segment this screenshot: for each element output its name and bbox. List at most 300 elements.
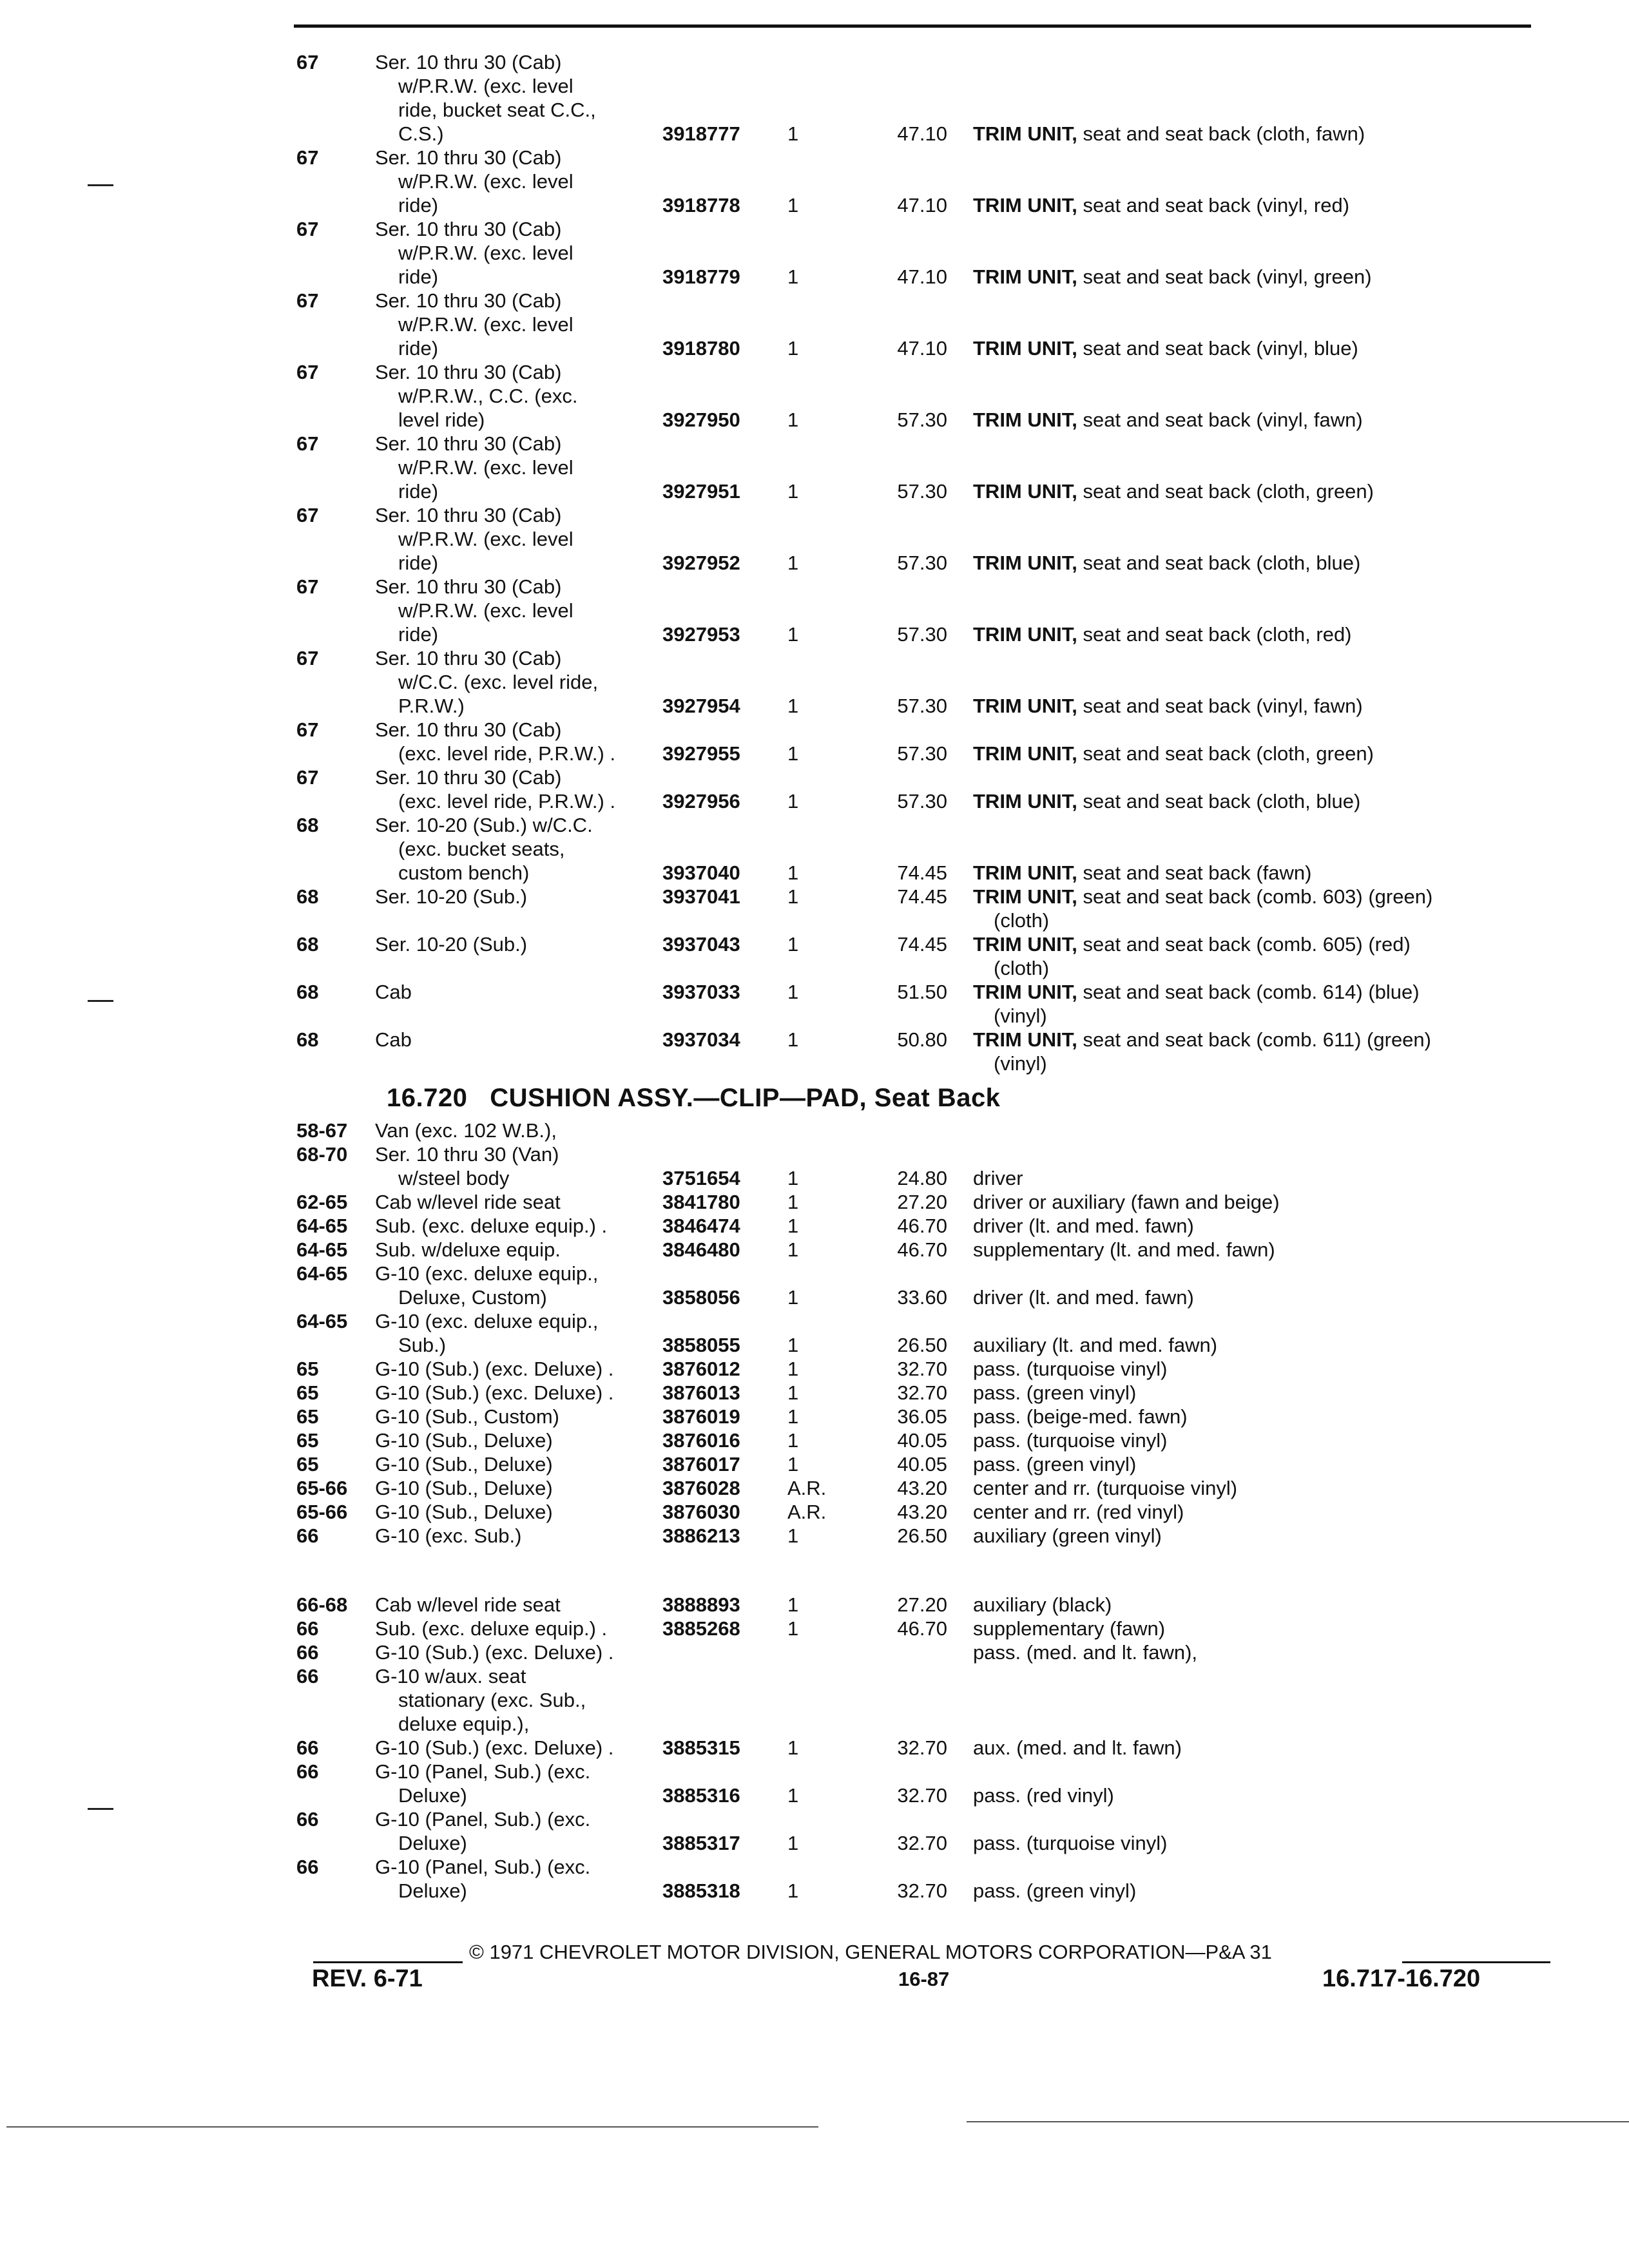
model-year: 66 xyxy=(296,1665,319,1687)
description-line xyxy=(973,742,1374,766)
model-line: G-10 (Sub.) (exc. Deluxe) . xyxy=(375,1736,614,1759)
model-line: Ser. 10 thru 30 (Cab) xyxy=(375,575,562,598)
model-year: 68 xyxy=(296,933,319,956)
part-description: supplementary (fawn) xyxy=(973,1617,1166,1640)
part-description: driver (lt. and med. fawn) xyxy=(973,1215,1194,1237)
margin-mark xyxy=(88,184,113,186)
quantity: 1 xyxy=(787,885,799,908)
description-text: seat and seat back (cloth, green) xyxy=(1083,480,1374,503)
part-number: 3937043 xyxy=(662,933,740,956)
part-title: TRIM UNIT, xyxy=(973,885,1077,908)
part-number: 3885317 xyxy=(662,1832,740,1854)
description-text: seat and seat back (cloth, blue) xyxy=(1083,790,1361,812)
quantity: 1 xyxy=(787,1879,799,1902)
list-price: 27.20 xyxy=(897,1191,947,1213)
model-line: G-10 (Sub., Custom) xyxy=(375,1405,559,1428)
model-line: Ser. 10 thru 30 (Cab) xyxy=(375,504,562,526)
description-line: (vinyl) xyxy=(994,1004,1047,1027)
part-title: TRIM UNIT, xyxy=(973,742,1077,765)
list-price: 26.50 xyxy=(897,1524,947,1547)
part-number: 3937041 xyxy=(662,885,740,908)
model-line: ride, bucket seat C.C., xyxy=(398,99,596,121)
list-price: 36.05 xyxy=(897,1405,947,1428)
margin-mark xyxy=(88,1808,113,1810)
footer-rule-right xyxy=(1402,1961,1550,1963)
model-line: Ser. 10 thru 30 (Cab) xyxy=(375,51,562,73)
model-year: 67 xyxy=(296,361,319,383)
model-line: Sub. w/deluxe equip. xyxy=(375,1238,561,1261)
model-year: 67 xyxy=(296,718,319,741)
list-price: 32.70 xyxy=(897,1358,947,1380)
quantity: 1 xyxy=(787,1215,799,1237)
model-line: Ser. 10 thru 30 (Cab) xyxy=(375,432,562,455)
model-line: w/P.R.W. (exc. level xyxy=(398,456,574,479)
quantity: 1 xyxy=(787,122,799,145)
model-line: G-10 (Panel, Sub.) (exc. xyxy=(375,1760,591,1783)
model-line: Deluxe) xyxy=(398,1879,467,1902)
part-description: pass. (med. and lt. fawn), xyxy=(973,1641,1198,1664)
part-number: 3846480 xyxy=(662,1238,740,1261)
model-year: 67 xyxy=(296,432,319,455)
list-price: 47.10 xyxy=(897,194,947,216)
model-line: ride) xyxy=(398,265,439,288)
model-year: 64-65 xyxy=(296,1262,348,1285)
model-line: stationary (exc. Sub., xyxy=(398,1689,586,1711)
part-title: TRIM UNIT, xyxy=(973,861,1077,884)
bottom-edge-rule xyxy=(6,2126,818,2128)
part-number: 3885316 xyxy=(662,1784,740,1807)
part-number: 3886213 xyxy=(662,1524,740,1547)
model-line: Van (exc. 102 W.B.), xyxy=(375,1119,557,1142)
model-line: C.S.) xyxy=(398,122,444,145)
model-year: 67 xyxy=(296,289,319,312)
model-year: 66 xyxy=(296,1641,319,1664)
description-text: seat and seat back (cloth, red) xyxy=(1083,623,1352,646)
model-line: w/P.R.W., C.C. (exc. xyxy=(398,385,578,407)
model-line: Ser. 10 thru 30 (Cab) xyxy=(375,289,562,312)
description-line xyxy=(973,980,1420,1004)
quantity: 1 xyxy=(787,790,799,812)
model-year: 68 xyxy=(296,885,319,908)
model-year: 65 xyxy=(296,1381,319,1404)
part-number: 3876030 xyxy=(662,1501,740,1523)
quantity: 1 xyxy=(787,623,799,646)
model-year: 68 xyxy=(296,981,319,1003)
model-line: w/P.R.W. (exc. level xyxy=(398,242,574,264)
quantity: 1 xyxy=(787,265,799,288)
model-line: Deluxe, Custom) xyxy=(398,1286,547,1309)
model-year: 65 xyxy=(296,1405,319,1428)
model-line: Deluxe) xyxy=(398,1784,467,1807)
model-line: G-10 (Sub., Deluxe) xyxy=(375,1477,553,1499)
part-number: 3751654 xyxy=(662,1167,740,1189)
part-description: auxiliary (black) xyxy=(973,1593,1112,1616)
part-number: 3876016 xyxy=(662,1429,740,1452)
part-title: TRIM UNIT, xyxy=(973,1028,1077,1051)
model-year: 67 xyxy=(296,647,319,669)
description-line xyxy=(973,861,1311,885)
part-number: 3885318 xyxy=(662,1879,740,1902)
description-line xyxy=(973,551,1360,575)
model-line: ride) xyxy=(398,337,439,360)
part-title: TRIM UNIT, xyxy=(973,265,1077,288)
part-title: TRIM UNIT, xyxy=(973,552,1077,574)
description-line xyxy=(973,265,1372,289)
description-text: seat and seat back (vinyl, blue) xyxy=(1083,337,1358,360)
model-year: 67 xyxy=(296,51,319,73)
model-line: Sub.) xyxy=(398,1334,447,1356)
model-year: 65-66 xyxy=(296,1477,348,1499)
list-price: 43.20 xyxy=(897,1477,947,1499)
list-price: 47.10 xyxy=(897,337,947,360)
part-title: TRIM UNIT, xyxy=(973,933,1077,956)
list-price: 40.05 xyxy=(897,1429,947,1452)
part-number: 3918780 xyxy=(662,337,740,360)
description-line xyxy=(973,694,1363,718)
quantity: 1 xyxy=(787,1453,799,1475)
part-number: 3841780 xyxy=(662,1191,740,1213)
model-line: Ser. 10-20 (Sub.) w/C.C. xyxy=(375,814,593,836)
part-number: 3885268 xyxy=(662,1617,740,1640)
model-line: G-10 (Sub.) (exc. Deluxe) . xyxy=(375,1641,614,1664)
model-line: (exc. level ride, P.R.W.) . xyxy=(398,790,616,812)
part-number: 3858056 xyxy=(662,1286,740,1309)
description-line xyxy=(973,336,1358,361)
description-line xyxy=(973,622,1352,647)
part-title: TRIM UNIT, xyxy=(973,695,1077,717)
part-number: 3846474 xyxy=(662,1215,740,1237)
list-price: 57.30 xyxy=(897,623,947,646)
model-year: 65-66 xyxy=(296,1501,348,1523)
model-year: 58-67 xyxy=(296,1119,348,1142)
list-price: 57.30 xyxy=(897,790,947,812)
model-year: 65 xyxy=(296,1358,319,1380)
model-line: w/P.R.W. (exc. level xyxy=(398,313,574,336)
part-number: 3927954 xyxy=(662,695,740,717)
part-description: aux. (med. and lt. fawn) xyxy=(973,1736,1182,1759)
description-line xyxy=(973,932,1411,957)
part-title: TRIM UNIT, xyxy=(973,790,1077,812)
model-line: Ser. 10 thru 30 (Van) xyxy=(375,1143,559,1166)
list-price: 27.20 xyxy=(897,1593,947,1616)
quantity: A.R. xyxy=(787,1501,827,1523)
model-line: custom bench) xyxy=(398,861,530,884)
model-year: 68 xyxy=(296,814,319,836)
part-description: pass. (green vinyl) xyxy=(973,1381,1137,1404)
model-year: 62-65 xyxy=(296,1191,348,1213)
model-line: ride) xyxy=(398,480,439,503)
part-description: driver (lt. and med. fawn) xyxy=(973,1286,1194,1309)
quantity: 1 xyxy=(787,933,799,956)
model-line: w/steel body xyxy=(398,1167,510,1189)
part-number: 3927956 xyxy=(662,790,740,812)
quantity: 1 xyxy=(787,408,799,431)
model-line: G-10 (exc. Sub.) xyxy=(375,1524,522,1547)
list-price: 47.10 xyxy=(897,265,947,288)
description-line xyxy=(973,408,1363,432)
part-number: 3876028 xyxy=(662,1477,740,1499)
list-price: 57.30 xyxy=(897,480,947,503)
quantity: 1 xyxy=(787,1028,799,1051)
model-year: 67 xyxy=(296,575,319,598)
part-number: 3876012 xyxy=(662,1358,740,1380)
description-text: seat and seat back (cloth, green) xyxy=(1083,742,1374,765)
footer-rule-left xyxy=(313,1961,463,1963)
part-description: auxiliary (green vinyl) xyxy=(973,1524,1162,1547)
model-line: deluxe equip.), xyxy=(398,1713,530,1735)
quantity: 1 xyxy=(787,1191,799,1213)
description-text: seat and seat back (vinyl, fawn) xyxy=(1083,408,1363,431)
model-year: 68-70 xyxy=(296,1143,348,1166)
model-line: Cab w/level ride seat xyxy=(375,1593,561,1616)
list-price: 74.45 xyxy=(897,885,947,908)
list-price: 46.70 xyxy=(897,1215,947,1237)
description-line xyxy=(973,479,1374,504)
model-line: w/P.R.W. (exc. level xyxy=(398,599,574,622)
quantity: 1 xyxy=(787,1593,799,1616)
model-year: 66 xyxy=(296,1760,319,1783)
model-line: Sub. (exc. deluxe equip.) . xyxy=(375,1215,608,1237)
list-price: 43.20 xyxy=(897,1501,947,1523)
description-line xyxy=(973,1028,1431,1052)
list-price: 32.70 xyxy=(897,1784,947,1807)
model-line: ride) xyxy=(398,194,439,216)
list-price: 57.30 xyxy=(897,695,947,717)
model-year: 66-68 xyxy=(296,1593,348,1616)
list-price: 57.30 xyxy=(897,742,947,765)
quantity: 1 xyxy=(787,1736,799,1759)
quantity: 1 xyxy=(787,1358,799,1380)
part-description: driver xyxy=(973,1167,1023,1189)
model-line: G-10 w/aux. seat xyxy=(375,1665,526,1687)
model-line: Cab xyxy=(375,981,412,1003)
part-title: TRIM UNIT, xyxy=(973,408,1077,431)
description-text: seat and seat back (cloth, fawn) xyxy=(1083,122,1365,145)
list-price: 57.30 xyxy=(897,552,947,574)
quantity: 1 xyxy=(787,1238,799,1261)
model-line: G-10 (Sub., Deluxe) xyxy=(375,1501,553,1523)
part-description: center and rr. (red vinyl) xyxy=(973,1501,1184,1523)
part-description: supplementary (lt. and med. fawn) xyxy=(973,1238,1275,1261)
model-line: w/P.R.W. (exc. level xyxy=(398,75,574,97)
description-text: seat and seat back (fawn) xyxy=(1083,861,1312,884)
list-price: 26.50 xyxy=(897,1334,947,1356)
quantity: 1 xyxy=(787,1405,799,1428)
list-price: 32.70 xyxy=(897,1879,947,1902)
model-year: 66 xyxy=(296,1617,319,1640)
section-title: CUSHION ASSY.—CLIP—PAD, Seat Back xyxy=(490,1084,1001,1112)
description-line xyxy=(973,122,1365,146)
model-year: 68 xyxy=(296,1028,319,1051)
top-rule xyxy=(294,24,1531,28)
quantity: 1 xyxy=(787,1524,799,1547)
part-number: 3927952 xyxy=(662,552,740,574)
list-price: 51.50 xyxy=(897,981,947,1003)
quantity: A.R. xyxy=(787,1477,827,1499)
model-line: w/C.C. (exc. level ride, xyxy=(398,671,599,693)
quantity: 1 xyxy=(787,1832,799,1854)
model-year: 67 xyxy=(296,766,319,789)
part-number: 3876017 xyxy=(662,1453,740,1475)
model-year: 65 xyxy=(296,1429,319,1452)
model-line: Ser. 10 thru 30 (Cab) xyxy=(375,218,562,240)
description-line: (vinyl) xyxy=(994,1052,1047,1075)
description-line: (cloth) xyxy=(994,909,1050,932)
description-text: seat and seat back (vinyl, red) xyxy=(1083,194,1350,216)
description-text: seat and seat back (cloth, blue) xyxy=(1083,552,1361,574)
description-line xyxy=(973,885,1432,909)
part-number: 3927955 xyxy=(662,742,740,765)
description-line: (cloth) xyxy=(994,957,1050,979)
model-line: G-10 (Panel, Sub.) (exc. xyxy=(375,1808,591,1831)
quantity: 1 xyxy=(787,1286,799,1309)
model-year: 64-65 xyxy=(296,1238,348,1261)
description-line xyxy=(973,789,1360,814)
part-description: pass. (green vinyl) xyxy=(973,1879,1137,1902)
model-line: w/P.R.W. (exc. level xyxy=(398,528,574,550)
model-line: Ser. 10 thru 30 (Cab) xyxy=(375,766,562,789)
model-line: w/P.R.W. (exc. level xyxy=(398,170,574,193)
model-line: Ser. 10 thru 30 (Cab) xyxy=(375,647,562,669)
part-number: 3937040 xyxy=(662,861,740,884)
part-description: pass. (beige-med. fawn) xyxy=(973,1405,1188,1428)
description-text: seat and seat back (vinyl, green) xyxy=(1083,265,1372,288)
list-price: 32.70 xyxy=(897,1736,947,1759)
part-description: driver or auxiliary (fawn and beige) xyxy=(973,1191,1280,1213)
part-number: 3918779 xyxy=(662,265,740,288)
list-price: 50.80 xyxy=(897,1028,947,1051)
part-number: 3927950 xyxy=(662,408,740,431)
model-line: Ser. 10-20 (Sub.) xyxy=(375,885,528,908)
model-line: Sub. (exc. deluxe equip.) . xyxy=(375,1617,608,1640)
part-description: pass. (turquoise vinyl) xyxy=(973,1429,1168,1452)
part-title: TRIM UNIT, xyxy=(973,337,1077,360)
model-year: 67 xyxy=(296,218,319,240)
footer-revision: REV. 6-71 xyxy=(312,1965,423,1992)
part-number: 3937034 xyxy=(662,1028,740,1051)
list-price: 33.60 xyxy=(897,1286,947,1309)
model-year: 64-65 xyxy=(296,1215,348,1237)
model-line: Ser. 10-20 (Sub.) xyxy=(375,933,528,956)
model-year: 66 xyxy=(296,1736,319,1759)
model-line: Cab xyxy=(375,1028,412,1051)
model-year: 65 xyxy=(296,1453,319,1475)
model-line: ride) xyxy=(398,552,439,574)
margin-mark xyxy=(88,1000,113,1002)
part-number: 3858055 xyxy=(662,1334,740,1356)
quantity: 1 xyxy=(787,1334,799,1356)
model-line: (exc. level ride, P.R.W.) . xyxy=(398,742,616,765)
list-price: 74.45 xyxy=(897,861,947,884)
part-description: pass. (turquoise vinyl) xyxy=(973,1358,1168,1380)
part-number: 3927953 xyxy=(662,623,740,646)
description-text: seat and seat back (comb. 614) (blue) xyxy=(1083,981,1420,1003)
part-description: pass. (red vinyl) xyxy=(973,1784,1114,1807)
model-line: (exc. bucket seats, xyxy=(398,838,565,860)
part-number: 3937033 xyxy=(662,981,740,1003)
list-price: 24.80 xyxy=(897,1167,947,1189)
section-heading xyxy=(387,1084,1000,1113)
model-line: G-10 (Sub., Deluxe) xyxy=(375,1429,553,1452)
description-line xyxy=(973,193,1349,218)
quantity: 1 xyxy=(787,480,799,503)
model-year: 66 xyxy=(296,1856,319,1878)
part-title: TRIM UNIT, xyxy=(973,623,1077,646)
model-line: G-10 (Panel, Sub.) (exc. xyxy=(375,1856,591,1878)
model-year: 66 xyxy=(296,1524,319,1547)
description-text: seat and seat back (vinyl, fawn) xyxy=(1083,695,1363,717)
quantity: 1 xyxy=(787,981,799,1003)
part-number: 3918778 xyxy=(662,194,740,216)
list-price: 32.70 xyxy=(897,1381,947,1404)
part-description: pass. (turquoise vinyl) xyxy=(973,1832,1168,1854)
description-text: seat and seat back (comb. 605) (red) xyxy=(1083,933,1411,956)
model-year: 67 xyxy=(296,504,319,526)
model-line: Ser. 10 thru 30 (Cab) xyxy=(375,361,562,383)
quantity: 1 xyxy=(787,1167,799,1189)
model-line: G-10 (exc. deluxe equip., xyxy=(375,1262,599,1285)
quantity: 1 xyxy=(787,552,799,574)
part-number: 3876019 xyxy=(662,1405,740,1428)
list-price: 32.70 xyxy=(897,1832,947,1854)
footer-page-number: 16-87 xyxy=(898,1968,950,1990)
footer-copyright: © 1971 CHEVROLET MOTOR DIVISION, GENERAL MOTORS CORPORATION—P&A 31 xyxy=(469,1941,1272,1963)
part-number: 3876013 xyxy=(662,1381,740,1404)
part-description: pass. (green vinyl) xyxy=(973,1453,1137,1475)
model-line: Ser. 10 thru 30 (Cab) xyxy=(375,146,562,169)
part-title: TRIM UNIT, xyxy=(973,122,1077,145)
description-text: seat and seat back (comb. 603) (green) xyxy=(1083,885,1433,908)
model-year: 64-65 xyxy=(296,1310,348,1332)
list-price: 74.45 xyxy=(897,933,947,956)
list-price: 40.05 xyxy=(897,1453,947,1475)
model-line: Ser. 10 thru 30 (Cab) xyxy=(375,718,562,741)
part-number: 3888893 xyxy=(662,1593,740,1616)
model-year: 67 xyxy=(296,146,319,169)
part-number: 3885315 xyxy=(662,1736,740,1759)
part-number: 3927951 xyxy=(662,480,740,503)
bottom-edge-rule-right xyxy=(967,2121,1629,2122)
description-text: seat and seat back (comb. 611) (green) xyxy=(1083,1028,1431,1051)
quantity: 1 xyxy=(787,194,799,216)
part-description: auxiliary (lt. and med. fawn) xyxy=(973,1334,1218,1356)
model-year: 66 xyxy=(296,1808,319,1831)
quantity: 1 xyxy=(787,742,799,765)
footer-section-range: 16.717-16.720 xyxy=(1322,1965,1481,1992)
model-line: Deluxe) xyxy=(398,1832,467,1854)
list-price: 47.10 xyxy=(897,122,947,145)
model-line: ride) xyxy=(398,623,439,646)
part-title: TRIM UNIT, xyxy=(973,981,1077,1003)
quantity: 1 xyxy=(787,695,799,717)
model-line: Cab w/level ride seat xyxy=(375,1191,561,1213)
part-title: TRIM UNIT, xyxy=(973,480,1077,503)
quantity: 1 xyxy=(787,1381,799,1404)
model-line: G-10 (exc. deluxe equip., xyxy=(375,1310,599,1332)
model-line: level ride) xyxy=(398,408,485,431)
model-line: G-10 (Sub., Deluxe) xyxy=(375,1453,553,1475)
part-number: 3918777 xyxy=(662,122,740,145)
quantity: 1 xyxy=(787,1784,799,1807)
model-line: G-10 (Sub.) (exc. Deluxe) . xyxy=(375,1381,614,1404)
quantity: 1 xyxy=(787,1617,799,1640)
part-title: TRIM UNIT, xyxy=(973,194,1077,216)
model-line: G-10 (Sub.) (exc. Deluxe) . xyxy=(375,1358,614,1380)
quantity: 1 xyxy=(787,337,799,360)
list-price: 46.70 xyxy=(897,1617,947,1640)
section-number: 16.720 xyxy=(387,1084,468,1112)
quantity: 1 xyxy=(787,861,799,884)
